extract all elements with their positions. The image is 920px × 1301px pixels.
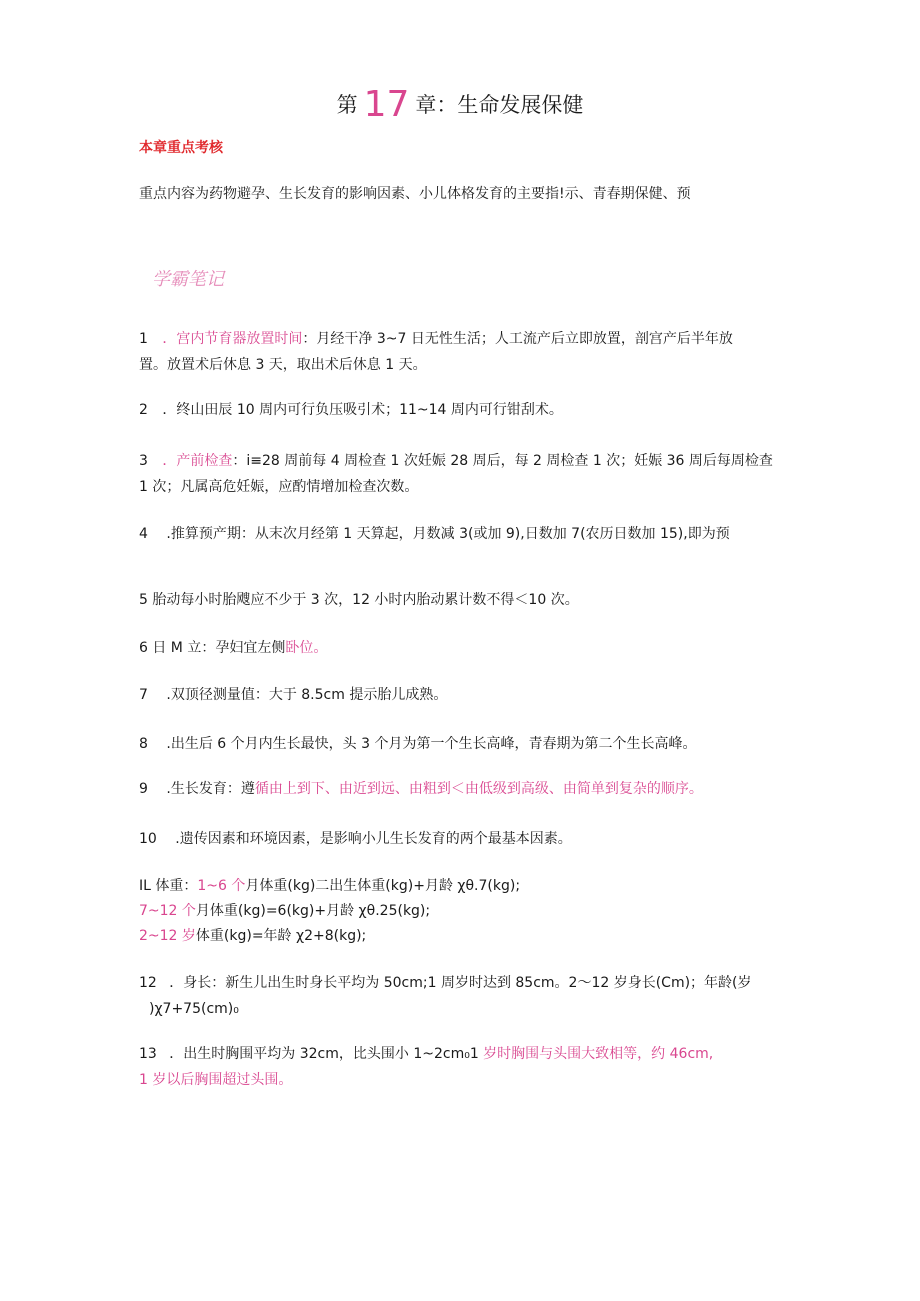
item-text: ．身长：新生儿出生时身长平均为 50cm;1 周岁时达到 85cm。2～12 岁身长(Cm)；年龄(岁: [169, 975, 752, 991]
note-item-3-line-2: 1 次；凡属高危妊娠，应酌情增加检查次数。: [139, 479, 419, 495]
item-number: 3: [139, 453, 148, 469]
weight-formula-3: [139, 924, 520, 949]
item-number: 2: [139, 402, 148, 418]
note-item-1-line-2: 置。放置术后休息 3 天，取出术后休息 1 天。: [139, 357, 427, 373]
item-highlight: 卧位。: [285, 640, 328, 656]
chapter-title-prefix: 第: [336, 93, 358, 117]
item-highlight: 7~12 个: [139, 903, 196, 919]
note-item-10: [139, 826, 572, 852]
item-highlight: ．宫内节育器放置时间: [162, 331, 303, 347]
item-text: ：月经干净 3~7 日无性生活；人工流产后立即放置，剖宫产后半年放: [302, 331, 733, 347]
item-text: .生长发育：遵: [166, 781, 255, 797]
note-item-1-line-1: [139, 326, 733, 352]
item-number: 10: [139, 831, 157, 847]
note-item-13-line-2: 1 岁以后胸围超过头围。: [139, 1072, 293, 1088]
note-item-3: [139, 448, 773, 500]
section-heading: 本章重点考核: [139, 140, 223, 156]
note-item-5: 5 胎动每小时胎飕应不少于 3 次，12 小时内胎动累计数不得＜10 次。: [139, 592, 579, 608]
note-item-8: [139, 731, 696, 757]
chapter-title-suffix: 章：生命发展保健: [415, 93, 584, 117]
item-number: 4: [139, 526, 148, 542]
note-item-11: [139, 874, 520, 949]
note-item-6: [139, 635, 327, 661]
note-item-9: [139, 776, 703, 802]
item-number: 12: [139, 975, 157, 991]
note-item-13: [139, 1041, 713, 1093]
item-text: .双顶径测量值：大于 8.5cm 提示胎儿成熟。: [166, 687, 448, 703]
item-text: .出生后 6 个月内生长最快，头 3 个月为第一个生长高峰，青春期为第二个生长高峰。: [166, 736, 697, 752]
item-text: ：i≡28 周前每 4 周检查 1 次妊娠 28 周后，每 2 周检查 1 次；妊娠 36 周后每周检查: [232, 453, 773, 469]
notes-heading: 学霸笔记: [152, 269, 224, 290]
item-highlight: ．产前检查: [162, 453, 233, 469]
item-text: IL 体重：: [139, 878, 198, 894]
note-item-12-line-2: )χ7+75(cm)₀: [149, 1001, 239, 1017]
note-item-1: [139, 326, 733, 378]
item-text: .推算预产期：从末次月经第 1 天算起，月数减 3(或加 9),日数加 7(农历日数加 15),即为预: [166, 526, 730, 542]
item-number: 9: [139, 781, 148, 797]
note-item-12-line-1: [139, 970, 752, 996]
item-text: ．出生时胸围平均为 32cm，比头围小 1~2cm₀1: [169, 1046, 479, 1062]
item-highlight: 岁时胸围与头围大致相等，约 46cm,: [478, 1046, 714, 1062]
note-item-12: [139, 970, 752, 1022]
weight-formula-1: [139, 874, 520, 899]
note-item-7: [139, 682, 447, 708]
item-highlight: 循由上到下、由近到远、由粗到＜由低级到高级、由简单到复杂的顺序。: [254, 781, 703, 797]
chapter-number: 17: [363, 84, 410, 125]
item-text: ．终山田辰 10 周内可行负压吸引术；11~14 周内可行钳刮术。: [162, 402, 563, 418]
key-content: 重点内容为药物避孕、生长发育的影响因素、小儿体格发育的主要指!示、青春期保健、预: [139, 186, 691, 202]
item-text: 体重(kg)=年龄 χ2+8(kg);: [195, 928, 367, 944]
item-text: 月体重(kg)二出生体重(kg)+月龄 χθ.7(kg);: [245, 878, 521, 894]
note-item-2: [139, 397, 563, 423]
item-number: 1: [139, 331, 148, 347]
note-item-3-line-1: [139, 448, 773, 474]
note-item-4: [139, 521, 730, 547]
item-number: 7: [139, 687, 148, 703]
item-highlight: 1~6 个: [197, 878, 246, 894]
item-text: 6 日 M 立：孕妇宜左侧: [139, 640, 286, 656]
item-text: 月体重(kg)=6(kg)+月龄 χθ.25(kg);: [195, 903, 431, 919]
item-text: .遗传因素和环境因素，是影响小儿生长发育的两个最基本因素。: [175, 831, 572, 847]
chapter-title: [0, 84, 920, 125]
weight-formula-2: [139, 899, 520, 924]
note-item-13-line-1: [139, 1041, 713, 1067]
item-number: 8: [139, 736, 148, 752]
item-number: 13: [139, 1046, 157, 1062]
item-highlight: 2~12 岁: [139, 928, 196, 944]
